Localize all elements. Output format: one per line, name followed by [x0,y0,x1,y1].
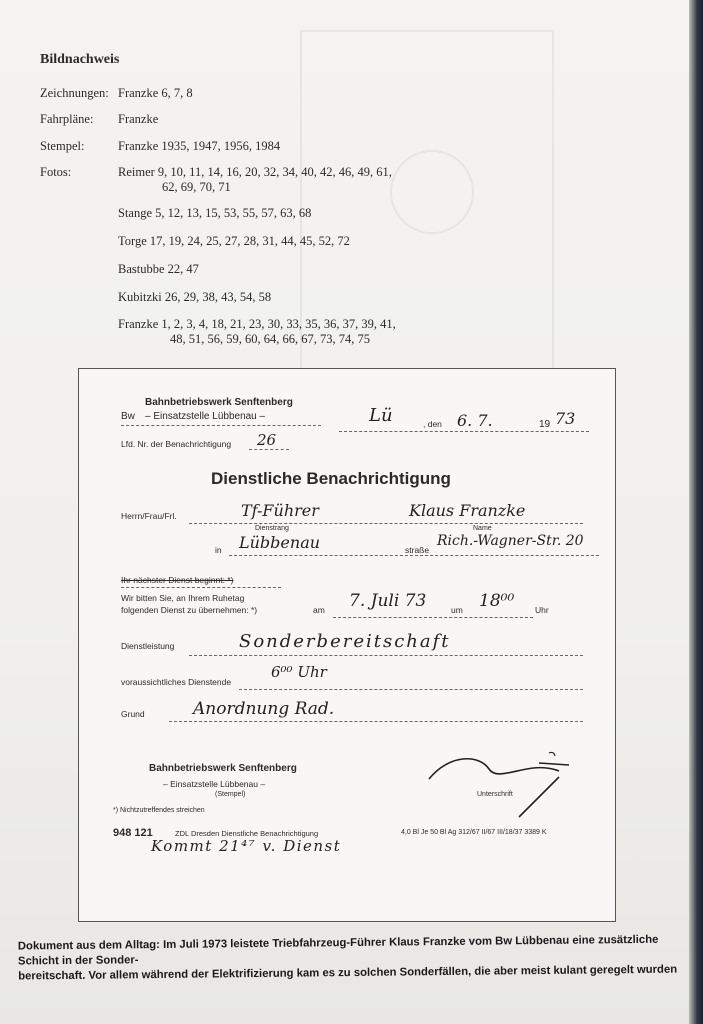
stempel-label: (Stempel) [215,791,246,798]
lfd-label: Lfd. Nr. der Benachrichtigung [121,439,232,449]
credit-label: Zeichnungen: [40,86,109,100]
herrn-label: Herrn/Frau/Frl. [121,511,177,521]
foto-credit-line: 48, 51, 56, 59, 60, 64, 66, 67, 73, 74, 75 [170,332,370,346]
form-header-line2: – Einsatzstelle Lübbenau – [145,411,266,422]
foto-credit-line: Torge 17, 19, 24, 25, 27, 28, 31, 44, 45, 52, 72 [118,234,350,248]
credit-value: Franzke 6, 7, 8 [118,86,193,100]
name-label: Name [473,525,492,532]
stamp-line2: – Einsatzstelle Lübbenau – [163,779,266,789]
grund-value: Anordnung Rad. [193,699,335,719]
dienstende-rule [239,689,583,690]
in-label: in [215,545,222,555]
nicht-label: *) Nichtzutreffendes streichen [113,807,205,814]
am-label: am [313,605,325,615]
naechster-label: Ihr nächster Dienst beginnt: *) [121,575,234,585]
watermark-circle [390,150,474,234]
background-edge [689,0,703,1024]
header-rule [121,425,321,426]
form-title: Dienstliche Benachrichtigung [211,469,451,488]
stamp-line1: Bahnbetriebswerk Senftenberg [149,763,297,774]
in-rule [229,555,599,556]
credit-label: Fotos: [40,165,72,179]
foto-credit-line: Franzke 1, 2, 3, 4, 18, 21, 23, 30, 33, 35, 36, 37, 39, 41, [118,317,396,331]
strasse-label: straße [405,545,430,555]
dienstleistung-rule [189,655,583,656]
dienstleistung-label: Dienstleistung [121,641,175,651]
bitten-line1: Wir bitten Sie, an Ihrem Ruhetag [121,593,245,603]
am-rule [333,617,533,618]
dienstende-label: voraussichtliches Dienstende [121,677,232,687]
form-header-line1: Bahnbetriebswerk Senftenberg [145,397,293,408]
credit-value: Franzke 1935, 1947, 1956, 1984 [118,139,281,153]
photo-caption [18,933,686,985]
dienstende-value: 6⁰⁰ Uhr [271,663,327,681]
uhr-label: Uhr [535,605,549,615]
name-value: Klaus Franzke [409,501,526,520]
grund-rule [169,721,583,722]
caption-line2: bereitschaft. Vor allem während der Elektrifizierung kam es zu solchen Sonderfällen, die aber meist kulant geregelt wurden [18,963,678,983]
form-header-bw: Bw [121,411,135,422]
year-suffix: 73 [555,409,576,428]
dienstrang-label: Dienstrang [255,525,289,532]
in-value: Lübbenau [239,533,321,552]
strasse-value: Rich.-Wagner-Str. 20 [437,533,584,549]
foto-credit-line: Stange 5, 12, 13, 15, 53, 55, 57, 63, 68 [118,206,312,220]
date-place: Lü [369,405,393,426]
date-day-month: 6. 7. [457,411,493,430]
naechster-rule [121,587,281,588]
unterschrift-label: Unterschrift [477,791,513,798]
form-number: 948 121 [113,827,153,839]
foto-credit-line: Bastubbe 22, 47 [118,262,199,276]
lfd-value: 26 [257,431,277,449]
print-code: 4,0 Bl Je 50 Bl Ag 312/67 II/67 III/18/37 3389 K [401,829,547,836]
foto-credit-line: Kubitzki 26, 29, 38, 43, 54, 58 [118,290,272,304]
bitten-line2: folgenden Dienst zu übernehmen: *) [121,605,258,615]
notification-form [78,368,616,922]
grund-label: Grund [121,709,145,719]
den-label: , den [423,419,442,429]
herrn-rule [189,523,583,524]
foto-credit-line: Reimer 9, 10, 11, 14, 16, 20, 32, 34, 40, 42, 46, 49, 61, [118,165,392,179]
date-rule [339,431,589,432]
um-value: 18⁰⁰ [479,591,515,611]
lfd-rule [249,449,289,450]
zdl-text: ZDL Dresden Dienstliche Benachrichtigung [175,829,319,838]
herrn-value: Tf-Führer [241,501,319,520]
caption-line1: Dokument aus dem Alltag: Im Juli 1973 leistete Triebfahrzeug-Führer Klaus Franzke vom Bw Lübbenau eine zusätzliche Schicht in der Sonder- [17,933,659,968]
am-value: 7. Juli 73 [349,591,427,611]
um-label: um [451,605,463,615]
foto-credit-line: 62, 69, 70, 71 [162,180,231,194]
credit-label: Fahrpläne: [40,112,94,126]
year-prefix: 19 [539,419,551,430]
credit-label: Stempel: [40,139,85,153]
signature-mark [419,749,579,819]
dienstleistung-value: Sonderbereitschaft [239,631,451,652]
handwritten-footer: Kommt 21⁴⁷ v. Dienst [151,837,342,855]
credit-value: Franzke [118,112,159,126]
bildnachweis-title: Bildnachweis [40,52,120,67]
